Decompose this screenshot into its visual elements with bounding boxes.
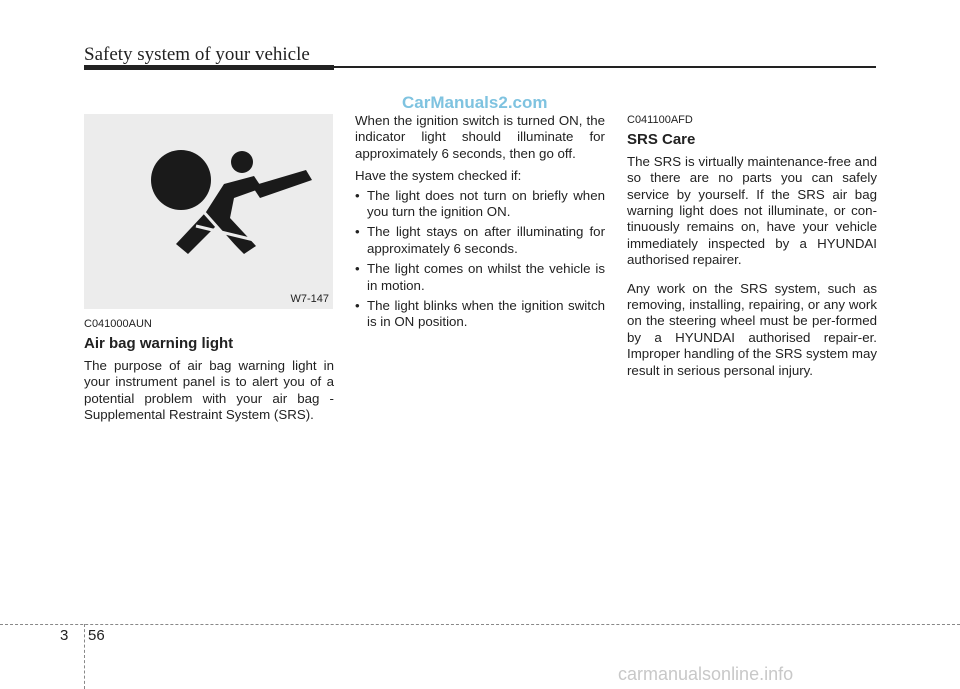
list-item: • The light does not turn on briefly when you turn the ignition ON.	[355, 188, 605, 221]
header-rule	[84, 66, 876, 68]
check-list	[355, 188, 605, 331]
srs-care-paragraph-1: The SRS is virtually maintenance-free and so there are no parts you can safely service by yourself. If the SRS air bag warning light does not illuminate, or con-tinuously remains on, have your vehicle immediately inspected by a HYUNDAI authorised repairer.	[627, 153, 877, 268]
list-item: • The light blinks when the ignition switch is in ON position.	[355, 298, 605, 331]
section-code: C041000AUN	[84, 318, 152, 330]
airbag-warning-body: The purpose of air bag warning light in your instrument panel is to alert you of a potential problem with your air bag - Supplemental Restraint System (SRS).	[84, 357, 334, 423]
column-1	[84, 316, 334, 429]
footer-divider	[84, 624, 85, 689]
watermark-bottom[interactable]: carmanualsonline.info	[618, 664, 794, 684]
airbag-warning-icon	[84, 114, 333, 309]
section-code: C041100AFD	[627, 114, 693, 126]
chapter-number: 3	[60, 627, 69, 644]
page-number: 56	[88, 627, 105, 644]
airbag-figure	[84, 114, 333, 309]
list-item: • The light stays on after illuminating for approximately 6 seconds.	[355, 224, 605, 257]
footer-rule	[0, 624, 960, 625]
column-3	[627, 112, 877, 385]
list-item: • The light comes on whilst the vehicle is in motion.	[355, 261, 605, 294]
intro-paragraph: When the ignition switch is turned ON, the indicator light should illuminate for approximately 6 seconds, then go off.	[355, 113, 605, 161]
figure-code: W7-147	[290, 293, 329, 305]
column-2	[355, 113, 605, 335]
srs-care-paragraph-2: Any work on the SRS system, such as removing, installing, repairing, or any work on the steering wheel must be per-formed by a HYUNDAI authorised repair-er. Improper handling of the SRS system may result in serious personal injury.	[627, 280, 877, 378]
heading-srs-care: SRS Care	[627, 131, 696, 149]
section-title: Safety system of your vehicle	[84, 44, 310, 65]
watermark-top[interactable]: CarManuals2.com	[402, 93, 548, 112]
lead-paragraph: Have the system checked if:	[355, 168, 522, 184]
heading-airbag-warning: Air bag warning light	[84, 335, 234, 353]
